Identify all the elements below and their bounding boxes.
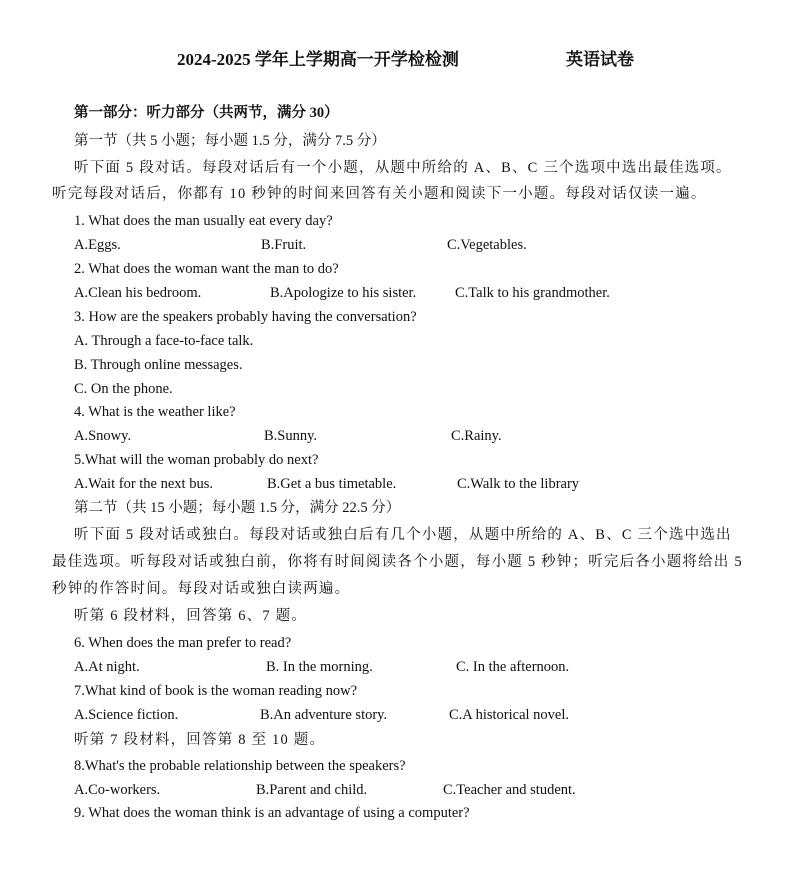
q4-option-b: B.Sunny.	[264, 428, 318, 444]
question-8: 8.What's the probable relationship between the speakers?	[74, 758, 406, 774]
q5-option-b: B.Get a bus timetable.	[267, 476, 397, 492]
q8-option-b: B.Parent and child.	[256, 782, 368, 798]
q1-option-c: C.Vegetables.	[447, 237, 527, 253]
section2-instruction-line: 最佳选项。听每段对话或独白前，你将有时间阅读各个小题，每小题 5 秒钟；听完后各小题将给出 5	[52, 554, 743, 570]
question-7: 7.What kind of book is the woman reading now?	[74, 683, 358, 699]
part1-heading: 第一部分：听力部分（共两节，满分 30）	[74, 105, 339, 121]
question-6: 6. When does the man prefer to read?	[74, 635, 292, 651]
q6-option-a: A.At night.	[74, 659, 140, 675]
q4-option-a: A.Snowy.	[74, 428, 132, 444]
question-2: 2. What does the woman want the man to do?	[74, 261, 339, 277]
section2-instruction-line: 秒钟的作答时间。每段对话或独白读两遍。	[52, 581, 351, 597]
question-5: 5.What will the woman probably do next?	[74, 452, 319, 468]
section1-instruction-line: 听下面 5 段对话。每段对话后有一个小题，从题中所给的 A、B、C 三个选项中选出最佳选项。	[74, 160, 732, 176]
material-6-note: 听第 6 段材料，回答第 6、7 题。	[74, 608, 308, 624]
section1-heading: 第一节（共 5 小题；每小题 1.5 分，满分 7.5 分）	[74, 133, 386, 149]
material-7-note: 听第 7 段材料，回答第 8 至 10 题。	[74, 732, 326, 748]
q5-option-a: A.Wait for the next bus.	[74, 476, 213, 492]
q7-option-c: C.A historical novel.	[449, 707, 570, 723]
q5-option-c: C.Walk to the library	[457, 476, 580, 492]
q8-option-c: C.Teacher and student.	[443, 782, 576, 798]
exam-subject: 英语试卷	[566, 50, 634, 69]
q2-option-b: B.Apologize to his sister.	[270, 285, 417, 301]
q8-option-a: A.Co-workers.	[74, 782, 161, 798]
section2-instruction-line: 听下面 5 段对话或独白。每段对话或独白后有几个小题，从题中所给的 A、B、C 三个选中选出	[74, 527, 732, 543]
q1-option-a: A.Eggs.	[74, 237, 121, 253]
question-3: 3. How are the speakers probably having the conversation?	[74, 309, 417, 325]
q3-option-c: C. On the phone.	[74, 381, 173, 397]
q2-option-c: C.Talk to his grandmother.	[455, 285, 610, 301]
q6-option-c: C. In the afternoon.	[456, 659, 570, 675]
q6-option-b: B. In the morning.	[266, 659, 373, 675]
q3-option-b: B. Through online messages.	[74, 357, 243, 373]
section2-heading: 第二节（共 15 小题；每小题 1.5 分，满分 22.5 分）	[74, 500, 401, 516]
section1-instruction-line: 听完每段对话后，你都有 10 秒钟的时间来回答有关小题和阅读下一小题。每段对话仅读一遍。	[52, 186, 707, 202]
q7-option-b: B.An adventure story.	[260, 707, 388, 723]
question-4: 4. What is the weather like?	[74, 404, 236, 420]
question-1: 1. What does the man usually eat every day?	[74, 213, 333, 229]
q2-option-a: A.Clean his bedroom.	[74, 285, 202, 301]
q4-option-c: C.Rainy.	[451, 428, 502, 444]
q1-option-b: B.Fruit.	[261, 237, 307, 253]
question-9: 9. What does the woman think is an advantage of using a computer?	[74, 805, 470, 821]
q3-option-a: A. Through a face-to-face talk.	[74, 333, 254, 349]
q7-option-a: A.Science fiction.	[74, 707, 179, 723]
exam-title: 2024-2025 学年上学期高一开学检检测	[177, 50, 459, 69]
